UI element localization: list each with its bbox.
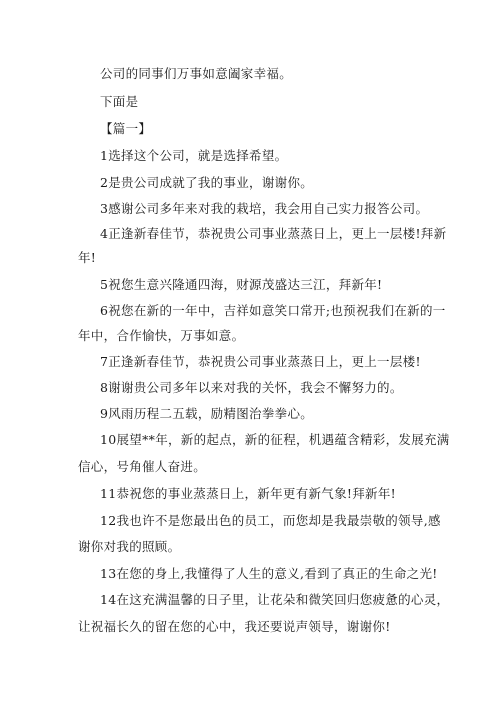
list-item-4: 4正逢新春佳节，恭祝贵公司事业蒸蒸日上，更上一层楼!拜新 bbox=[100, 226, 447, 241]
list-item-1: 1选择这个公司，就是选择希望。 bbox=[100, 148, 288, 163]
list-item-6: 6祝您在新的一年中，吉祥如意笑口常开;也预祝我们在新的一 bbox=[100, 303, 446, 318]
list-item-13: 13在您的身上,我懂得了人生的意义,看到了真正的生命之光! bbox=[100, 566, 438, 581]
section-heading: 【篇一】 bbox=[100, 121, 152, 136]
list-item-14-cont: 让祝福长久的留在您的心中，我还要说声领导，谢谢你! bbox=[78, 619, 391, 634]
list-item-5: 5祝您生意兴隆通四海，财源茂盛达三江，拜新年! bbox=[100, 277, 383, 292]
list-item-14: 14在这充满温馨的日子里，让花朵和微笑回归您疲惫的心灵， bbox=[100, 592, 450, 607]
list-item-12: 12我也许不是您最出色的员工，而您却是我最崇敬的领导,感 bbox=[100, 513, 441, 528]
list-item-3: 3感谢公司多年来对我的栽培，我会用自己实力报答公司。 bbox=[100, 201, 429, 216]
list-item-9: 9风雨历程二五载，励精图治拳拳心。 bbox=[100, 406, 314, 421]
list-item-8: 8谢谢贵公司多年以来对我的关怀，我会不懈努力的。 bbox=[100, 380, 403, 395]
list-item-2: 2是贵公司成就了我的事业，谢谢你。 bbox=[100, 175, 314, 190]
list-item-12-cont: 谢你对我的照顾。 bbox=[78, 539, 181, 554]
list-item-7: 7正逢新春佳节，恭祝贵公司事业蒸蒸日上，更上一层楼! bbox=[100, 354, 421, 369]
list-item-10-cont: 信心，号角催人奋进。 bbox=[78, 459, 207, 474]
intro-line: 公司的同事们万事如意阖家幸福。 bbox=[100, 66, 293, 81]
list-item-11: 11恭祝您的事业蒸蒸日上，新年更有新气象!拜新年! bbox=[100, 486, 396, 501]
list-item-10: 10展望**年，新的起点，新的征程，机遇蕴含精彩，发展充满 bbox=[100, 432, 450, 447]
intro-line: 下面是 bbox=[100, 94, 139, 109]
list-item-4-cont: 年! bbox=[78, 250, 97, 265]
list-item-6-cont: 年中，合作愉快，万事如意。 bbox=[78, 328, 245, 343]
